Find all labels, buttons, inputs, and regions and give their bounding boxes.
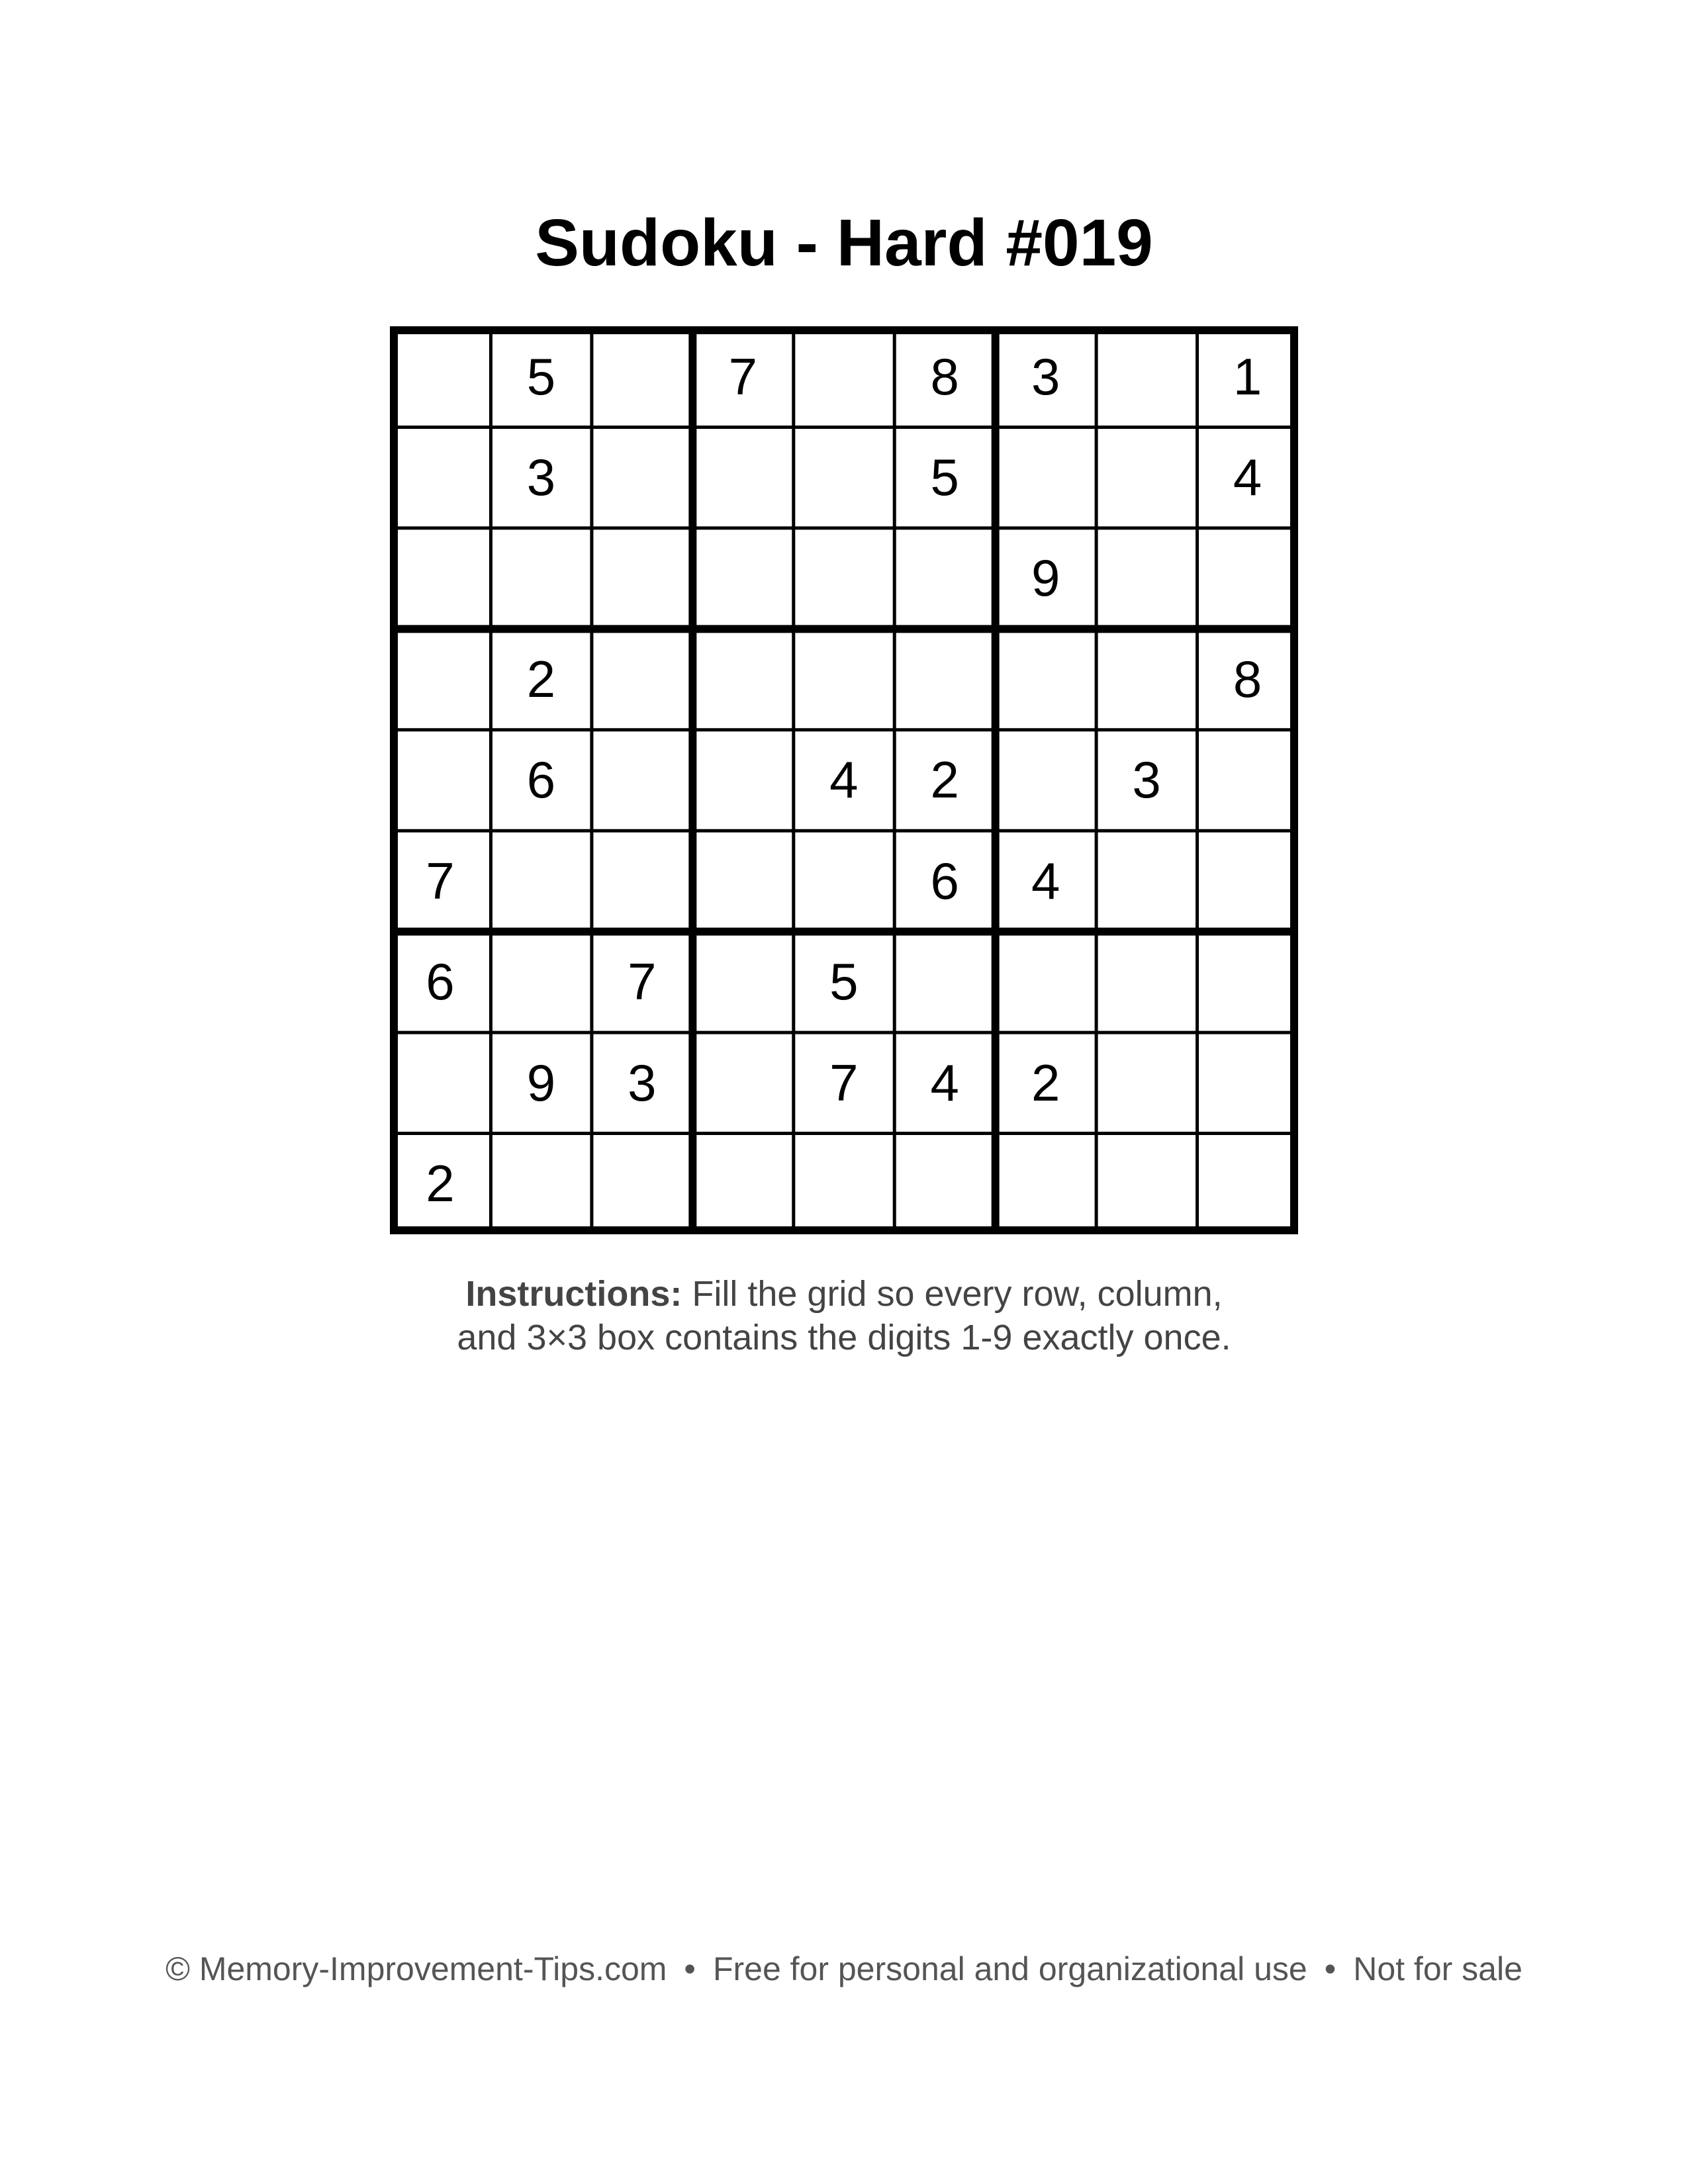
footer-separator: • xyxy=(1324,1950,1336,1987)
instructions-text-1: Fill the grid so every row, column, xyxy=(692,1274,1223,1314)
sudoku-cell-r4-c6[interactable] xyxy=(894,629,995,729)
sudoku-cell-r5-c5[interactable]: 4 xyxy=(829,751,859,809)
sudoku-cell-r9-c1[interactable]: 2 xyxy=(426,1154,455,1213)
sudoku-cell-r2-c4[interactable] xyxy=(692,427,793,527)
sudoku-cell-r3-c1[interactable] xyxy=(390,528,491,629)
sudoku-cell-r1-c4[interactable]: 7 xyxy=(728,347,758,406)
page-title: Sudoku - Hard #019 xyxy=(535,206,1153,280)
sudoku-cell-r2-c6[interactable]: 5 xyxy=(930,447,959,506)
sudoku-cell-r3-c2[interactable] xyxy=(491,528,591,629)
sudoku-cell-r1-c7[interactable]: 3 xyxy=(1031,347,1060,406)
sudoku-cell-r5-c4[interactable] xyxy=(692,730,793,831)
sudoku-cell-r7-c5[interactable]: 5 xyxy=(829,952,859,1011)
sudoku-cell-r3-c5[interactable] xyxy=(794,528,894,629)
sudoku-cell-r1-c1[interactable] xyxy=(390,326,491,427)
sudoku-cell-r8-c9[interactable] xyxy=(1197,1032,1298,1133)
sudoku-cell-r1-c9[interactable]: 1 xyxy=(1233,347,1262,406)
sudoku-cell-r2-c2[interactable]: 3 xyxy=(526,447,556,506)
sudoku-cell-r6-c2[interactable] xyxy=(491,831,591,931)
footer-site: © Memory-Improvement-Tips.com xyxy=(165,1950,667,1987)
sudoku-cell-r5-c8[interactable]: 3 xyxy=(1132,751,1161,809)
sudoku-cell-r5-c1[interactable] xyxy=(390,730,491,831)
sudoku-cell-r2-c9[interactable]: 4 xyxy=(1233,447,1262,506)
sudoku-cell-r7-c3[interactable]: 7 xyxy=(628,952,657,1011)
sudoku-cell-r4-c3[interactable] xyxy=(592,629,692,729)
sudoku-cell-r9-c6[interactable] xyxy=(894,1134,995,1234)
sudoku-cell-r8-c6[interactable]: 4 xyxy=(930,1053,959,1112)
sudoku-cell-r1-c2[interactable]: 5 xyxy=(526,347,556,406)
sudoku-cell-r5-c6[interactable]: 2 xyxy=(930,751,959,809)
sudoku-cell-r8-c4[interactable] xyxy=(692,1032,793,1133)
sudoku-cell-r8-c2[interactable]: 9 xyxy=(526,1053,556,1112)
sudoku-grid xyxy=(390,326,1298,1234)
instructions xyxy=(0,1272,1688,1359)
sudoku-cell-r4-c2[interactable]: 2 xyxy=(526,649,556,708)
sudoku-cell-r5-c7[interactable] xyxy=(996,730,1096,831)
sudoku-cell-r5-c3[interactable] xyxy=(592,730,692,831)
sudoku-cell-r8-c7[interactable]: 2 xyxy=(1031,1053,1060,1112)
sudoku-cell-r7-c1[interactable]: 6 xyxy=(426,952,455,1011)
sudoku-cell-r6-c6[interactable]: 6 xyxy=(930,851,959,910)
sudoku-cell-r3-c4[interactable] xyxy=(692,528,793,629)
sudoku-cell-r7-c4[interactable] xyxy=(692,932,793,1032)
footer-sale: Not for sale xyxy=(1353,1950,1523,1987)
sudoku-cell-r2-c3[interactable] xyxy=(592,427,692,527)
sudoku-cell-r1-c6[interactable]: 8 xyxy=(930,347,959,406)
sudoku-cell-r4-c5[interactable] xyxy=(794,629,894,729)
sudoku-cell-r7-c2[interactable] xyxy=(491,932,591,1032)
sudoku-cell-r4-c4[interactable] xyxy=(692,629,793,729)
footer xyxy=(0,1946,1688,1992)
sudoku-cell-r9-c3[interactable] xyxy=(592,1134,692,1234)
sudoku-cell-r9-c4[interactable] xyxy=(692,1134,793,1234)
sudoku-cell-r8-c5[interactable]: 7 xyxy=(829,1053,859,1112)
footer-separator: • xyxy=(684,1950,696,1987)
sudoku-cell-r2-c1[interactable] xyxy=(390,427,491,527)
sudoku-cell-r7-c8[interactable] xyxy=(1096,932,1197,1032)
sudoku-cell-r5-c2[interactable]: 6 xyxy=(526,751,556,809)
instructions-lead: Instructions: xyxy=(465,1274,682,1314)
sudoku-cell-r4-c8[interactable] xyxy=(1096,629,1197,729)
sudoku-cell-r1-c3[interactable] xyxy=(592,326,692,427)
sudoku-cell-r6-c8[interactable] xyxy=(1096,831,1197,931)
sudoku-cell-r4-c9[interactable]: 8 xyxy=(1233,649,1262,708)
sudoku-cell-r3-c6[interactable] xyxy=(894,528,995,629)
sudoku-cell-r1-c8[interactable] xyxy=(1096,326,1197,427)
sudoku-cell-r3-c9[interactable] xyxy=(1197,528,1298,629)
sudoku-cell-r6-c7[interactable]: 4 xyxy=(1031,851,1060,910)
sudoku-cell-r9-c7[interactable] xyxy=(996,1134,1096,1234)
sudoku-cell-r8-c8[interactable] xyxy=(1096,1032,1197,1133)
sudoku-cell-r7-c7[interactable] xyxy=(996,932,1096,1032)
sudoku-cell-r6-c4[interactable] xyxy=(692,831,793,931)
instructions-line-1 xyxy=(0,1272,1688,1316)
sudoku-cell-r7-c6[interactable] xyxy=(894,932,995,1032)
sudoku-cell-r1-c5[interactable] xyxy=(794,326,894,427)
sudoku-cell-r4-c1[interactable] xyxy=(390,629,491,729)
sudoku-cell-r7-c9[interactable] xyxy=(1197,932,1298,1032)
sudoku-cell-r6-c3[interactable] xyxy=(592,831,692,931)
instructions-text-2: and 3×3 box contains the digits 1-9 exactly once. xyxy=(457,1318,1231,1357)
sudoku-cell-r9-c2[interactable] xyxy=(491,1134,591,1234)
sudoku-cell-r6-c9[interactable] xyxy=(1197,831,1298,931)
sudoku-cell-r3-c3[interactable] xyxy=(592,528,692,629)
sudoku-cell-r8-c1[interactable] xyxy=(390,1032,491,1133)
sudoku-cell-r6-c5[interactable] xyxy=(794,831,894,931)
sudoku-cell-r9-c9[interactable] xyxy=(1197,1134,1298,1234)
sudoku-cell-r9-c5[interactable] xyxy=(794,1134,894,1234)
sudoku-cell-r3-c7[interactable]: 9 xyxy=(1031,549,1060,608)
sudoku-cell-r2-c5[interactable] xyxy=(794,427,894,527)
sudoku-cell-r2-c8[interactable] xyxy=(1096,427,1197,527)
footer-usage: Free for personal and organizational use xyxy=(712,1950,1307,1987)
sudoku-cell-r6-c1[interactable]: 7 xyxy=(426,851,455,910)
sudoku-cell-r5-c9[interactable] xyxy=(1197,730,1298,831)
sudoku-cell-r8-c3[interactable]: 3 xyxy=(628,1053,657,1112)
sudoku-cell-r4-c7[interactable] xyxy=(996,629,1096,729)
sudoku-cell-r3-c8[interactable] xyxy=(1096,528,1197,629)
sudoku-cell-r9-c8[interactable] xyxy=(1096,1134,1197,1234)
sudoku-cell-r2-c7[interactable] xyxy=(996,427,1096,527)
